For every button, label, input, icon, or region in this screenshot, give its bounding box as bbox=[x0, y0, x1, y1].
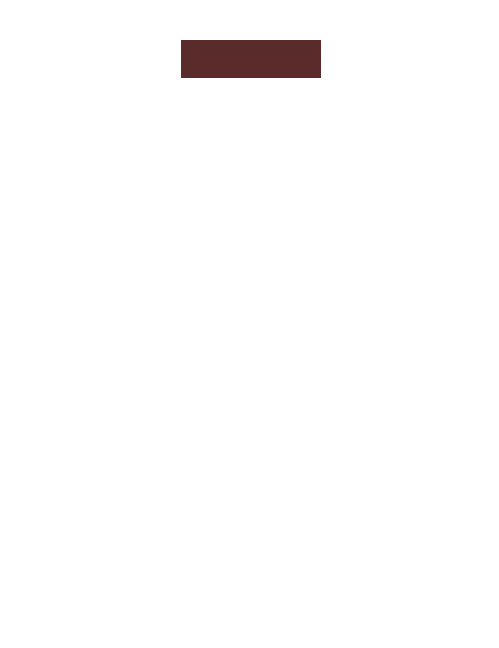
page-title bbox=[181, 40, 321, 78]
